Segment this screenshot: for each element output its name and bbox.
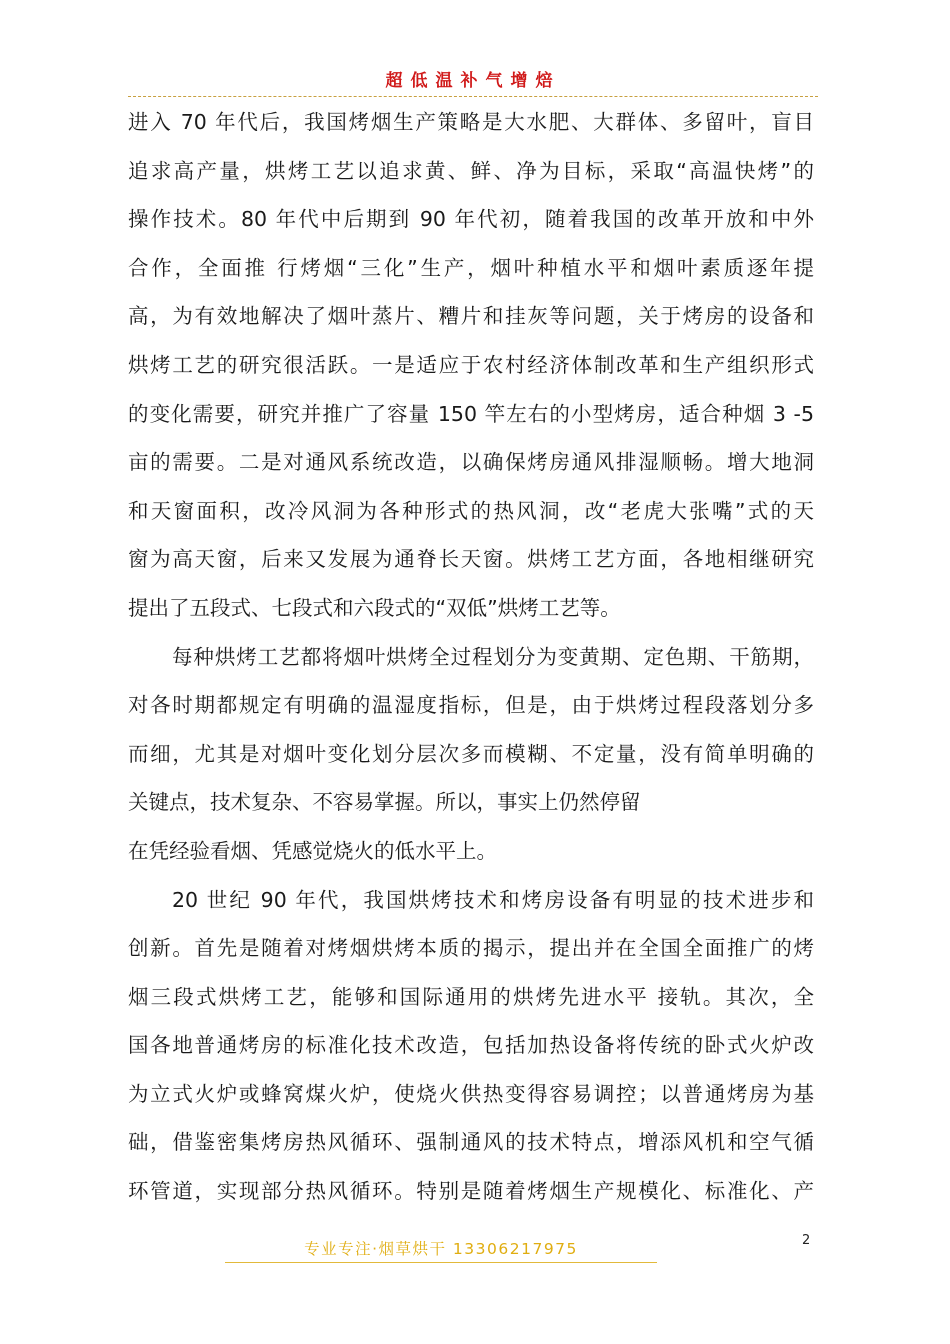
text-line: 为立式火炉或蜂窝煤火炉，使烧火供热变得容易调控；以普通烤房为基 [128, 1081, 814, 1106]
text-line: 创新。首先是随着对烤烟烘烤本质的揭示，提出并在全国全面推广的烤 [128, 936, 814, 961]
text-line: 在凭经验看烟、凭感觉烧火的低水平上。 [128, 838, 497, 863]
text-line: 高，为有效地解决了烟叶蒸片、糟片和挂灰等问题，关于烤房的设备和 [128, 304, 814, 329]
text-line: 烘烤工艺的研究很活跃。一是适应于农村经济体制改革和生产组织形式 [128, 352, 814, 377]
paragraph-1 [128, 98, 814, 633]
page-header [128, 64, 818, 97]
body-text [128, 98, 814, 1216]
text-line: 关键点，技术复杂、不容易掌握。所以，事实上仍然停留 [128, 790, 641, 815]
text-line: 而细，尤其是对烟叶变化划分层次多而模糊、不定量，没有简单明确的 [128, 741, 814, 766]
text-line: 的变化需要，研究并推广了容量 150 竿左右的小型烤房，适合种烟 3 -5 [128, 401, 814, 426]
text-line: 操作技术。80 年代中后期到 90 年代初，随着我国的改革开放和中外 [128, 207, 814, 232]
text-line: 窗为高天窗，后来又发展为通脊长天窗。烘烤工艺方面，各地相继研究 [128, 547, 814, 572]
page-number: 2 [802, 1233, 811, 1248]
text-line: 20 世纪 90 年代，我国烘烤技术和烤房设备有明显的技术进步和 [172, 887, 814, 912]
text-line: 进入 70 年代后，我国烤烟生产策略是大水肥、大群体、多留叶，盲目 [128, 110, 814, 134]
text-line: 环管道，实现部分热风循环。特别是随着烤烟生产规模化、标准化、产 [128, 1179, 814, 1204]
text-line: 和天窗面积，改冷风洞为各种形式的热风洞，改“老虎大张嘴”式的天 [128, 498, 814, 523]
text-line: 烟三段式烘烤工艺，能够和国际通用的烘烤先进水平 接轨。其次，全 [128, 984, 814, 1009]
text-line: 对各时期都规定有明确的温湿度指标，但是，由于烘烤过程段落划分多 [128, 693, 814, 718]
page-footer [225, 1236, 657, 1263]
header-title: 超低温补气增焙 [385, 71, 561, 91]
text-line: 合作，全面推 行烤烟“三化”生产，烟叶种植水平和烟叶素质逐年提 [128, 255, 814, 280]
footer-text: 专业专注·烟草烘干 13306217975 [304, 1240, 578, 1258]
text-line: 追求高产量，烘烤工艺以追求黄、鲜、净为目标，采取“高温快烤”的 [128, 158, 814, 183]
text-line: 提出了五段式、七段式和六段式的“双低”烘烤工艺等。 [128, 595, 621, 620]
paragraph-2 [128, 633, 814, 876]
text-line: 础，借鉴密集烤房热风循环、强制通风的技术特点，增添风机和空气循 [128, 1130, 814, 1155]
text-line: 每种烘烤工艺都将烟叶烘烤全过程划分为变黄期、定色期、干筋期， [172, 644, 814, 669]
paragraph-3 [128, 876, 814, 1216]
text-line: 国各地普通烤房的标准化技术改造，包括加热设备将传统的卧式火炉改 [128, 1033, 814, 1058]
text-line: 亩的需要。二是对通风系统改造，以确保烤房通风排湿顺畅。增大地洞 [128, 450, 814, 475]
